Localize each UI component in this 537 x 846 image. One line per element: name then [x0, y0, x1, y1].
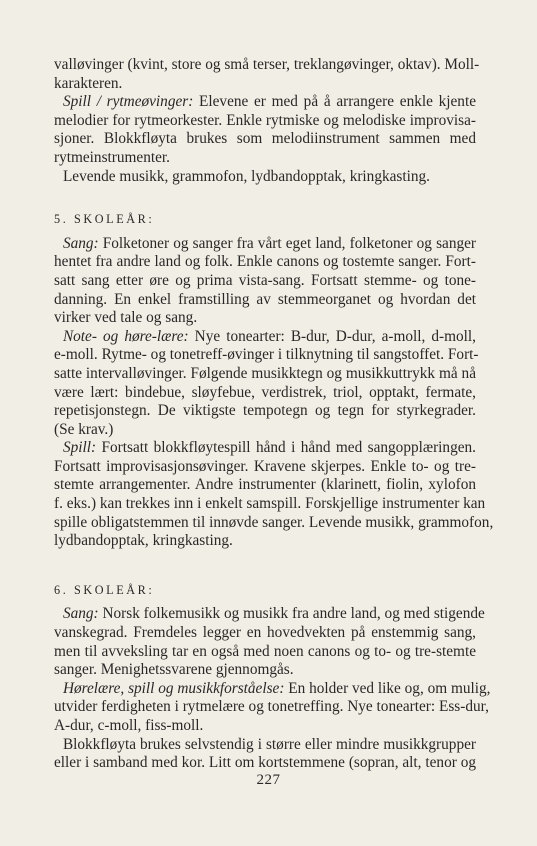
section-heading-6-skolear: 6. SKOLEÅR: [54, 582, 155, 597]
text-line [54, 328, 476, 347]
paragraph-5-note-hore [54, 327, 479, 440]
section-label-spill-rytme: Spill / rytmeøvinger: [62, 93, 194, 111]
section-label-note-hore: Note- og høre-lære: [62, 327, 189, 345]
text-line: sanger. Menighetssvarene gjennomgås. [54, 661, 294, 679]
paragraph-levende-musikk [54, 168, 476, 187]
text-line: men til avveksling tar en også med noen canons og to- og tre-stemte [54, 642, 476, 660]
paragraph-5-spill [54, 439, 494, 551]
text-line: hentet fra andre land og folk. Enkle canons og tostemte sanger. Fort- [54, 253, 476, 271]
text-line: danning. En enkel framstilling av stemmeorganet og hvordan det [54, 290, 476, 308]
text-line: (Se krav.) [54, 420, 114, 438]
paragraph-6-sang [54, 605, 485, 679]
section-label-spill: Spill: [62, 439, 97, 457]
text-line: være lært: bindebue, sløyfebue, verdistrek, triol, opptakt, fermate, [54, 383, 476, 401]
text-run: Norsk folkemusikk og musikk fra andre land, og med stigende [98, 605, 485, 623]
paragraph-6-horelaere [54, 679, 491, 736]
text-line: eller i samband med kor. Litt om kortstemmene (sopran, alt, tenor og [54, 754, 476, 772]
text-line: sjoner. Blokkfløyta brukes som melodiinstrument sammen med [54, 130, 476, 148]
text-line: valløvinger (kvint, store og små terser, treklangøvinger, oktav). Moll- [54, 56, 480, 73]
text-run: Fortsatt blokkfløytespill hånd i hånd med sangopplæringen. [96, 439, 476, 457]
text-line: rytmeinstrumenter. [54, 148, 170, 166]
paragraph-6-blokkfloyte [54, 736, 476, 773]
text-line: satte intervalløvinger. Følgende musikktegn og musikkuttrykk må nå [54, 364, 476, 382]
text-line: f. eks.) kan trekkes inn i enkelt samspill. Forskjellige instrumenter kan [54, 495, 486, 513]
text-line: repetisjonstegn. De viktigste tempotegn og tegn for styrkegrader. [54, 402, 476, 420]
paragraph-5-sang [54, 235, 476, 328]
text-run: Folketoner og sanger fra vårt eget land, folketoner og sanger [98, 234, 476, 252]
text-line [54, 168, 476, 187]
text-line: e-moll. Rytme- og tonetreff-øvinger i tilknytning til sangstoffet. Fort- [54, 346, 479, 364]
text-line: utvider ferdigheten i rytmelære og tonetreffing. Nye tonearter: Ess-dur, [54, 698, 489, 716]
text-line: stemte arrangementer. Andre instrumenter (klarinett, fiolin, xylofon [54, 476, 476, 494]
text-line [54, 235, 476, 254]
text-line: melodier for rytmeorkester. Enkle rytmiske og melodiske improvisa- [54, 111, 476, 129]
text-line [54, 93, 476, 112]
text-line: A-dur, c-moll, fiss-moll. [54, 717, 204, 734]
text-line: virker ved tale og sang. [54, 309, 198, 327]
text-line [54, 605, 485, 624]
section-heading-5-skolear: 5. SKOLEÅR: [54, 212, 155, 227]
body-text [54, 56, 494, 773]
text-line [54, 736, 476, 755]
text-run: Nye tonearter: B-dur, D-dur, a-moll, d-moll, [188, 327, 477, 345]
text-run: En holder ved like og, om mulig, [284, 679, 491, 697]
text-run: Blokkfløyta brukes selvstendig i større eller mindre musikkgrupper [62, 735, 476, 753]
text-line [54, 439, 476, 458]
text-line: spille obligatstemmen til innøvde sanger. Levende musikk, grammofon, [54, 513, 494, 531]
text-run: Levende musikk, grammofon, lydbandopptak, kringkasting. [62, 167, 430, 185]
paragraph-spill-rytme [54, 93, 476, 167]
text-line [54, 679, 491, 699]
text-line: lydbandopptak, kringkasting. [54, 532, 233, 550]
text-line: Fortsatt improvisasjonsøvinger. Kravene skjerpes. Enkle to- og tre- [54, 457, 476, 475]
section-label-horelaere: Hørelære, spill og musikkforståelse: [62, 679, 285, 697]
page-number: 227 [256, 772, 281, 788]
paragraph-intervals [54, 56, 480, 93]
text-line: karakteren. [54, 74, 123, 92]
text-line: vanskegrad. Fremdeles legger en hovedvekten på enstemmig sang, [54, 624, 476, 642]
text-line: satt sang etter øre og prima vista-sang. Fortsatt stemme- og tone- [54, 271, 476, 289]
text-run: Elevene er med på å arrangere enkle kjente [193, 93, 476, 111]
section-label-sang-6: Sang: [62, 605, 99, 623]
section-label-sang: Sang: [62, 234, 99, 252]
